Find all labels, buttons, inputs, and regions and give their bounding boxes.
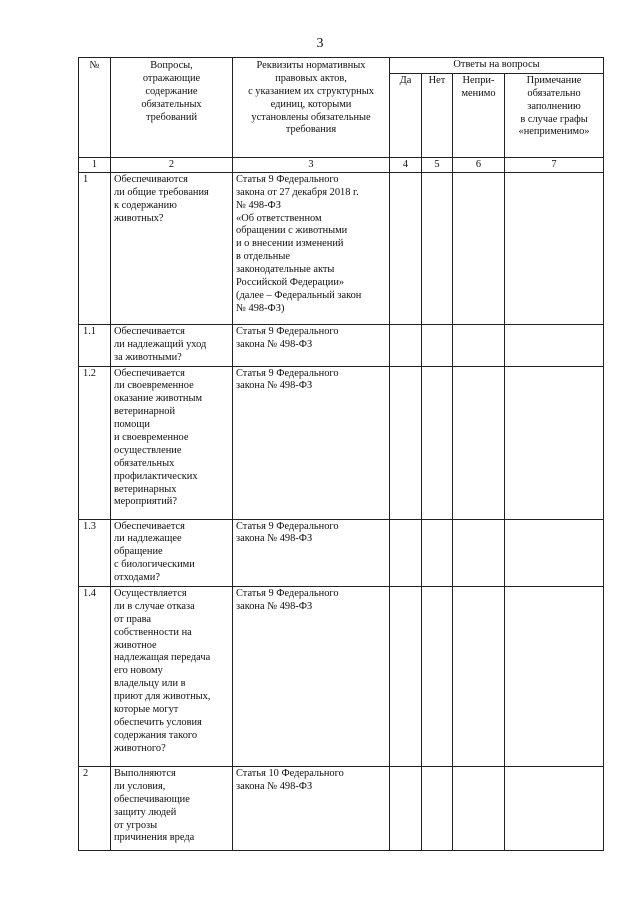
answer-yes-cell[interactable]	[390, 172, 422, 324]
answer-yes-cell[interactable]	[390, 766, 422, 850]
header-yes: Да	[390, 73, 422, 157]
answer-yes-cell[interactable]	[390, 324, 422, 366]
row-requisite: Статья 10 Федерального закона № 498-ФЗ	[233, 766, 390, 850]
row-requisite: Статья 9 Федерального закона от 27 декабря 2018 г. № 498-ФЗ «Об ответственном обращении с животными и о внесении изменений в отдельные законодательные акты Российской Федерации» (далее – Федеральный закон № 498-ФЗ)	[233, 172, 390, 324]
column-number: 4	[390, 157, 422, 172]
row-question: Выполняются ли условия, обеспечивающие защиту людей от угрозы причинения вреда	[111, 766, 233, 850]
header-note: Примечание обязательно заполнению в случае графы «неприменимо»	[505, 73, 604, 157]
row-requisite: Статья 9 Федерального закона № 498-ФЗ	[233, 586, 390, 766]
page-number: 3	[316, 36, 324, 51]
column-number: 2	[111, 157, 233, 172]
column-number: 7	[505, 157, 604, 172]
answer-no-cell[interactable]	[422, 586, 453, 766]
answer-yes-cell[interactable]	[390, 519, 422, 586]
answer-no-cell[interactable]	[422, 366, 453, 519]
table-row	[79, 172, 604, 324]
row-number: 2	[79, 766, 111, 850]
column-number: 6	[453, 157, 505, 172]
answer-not-applicable-cell[interactable]	[453, 172, 505, 324]
note-cell[interactable]	[505, 324, 604, 366]
row-requisite: Статья 9 Федерального закона № 498-ФЗ	[233, 324, 390, 366]
row-question: Обеспечивается ли надлежащий уход за животными?	[111, 324, 233, 366]
table-row	[79, 324, 604, 366]
answer-not-applicable-cell[interactable]	[453, 519, 505, 586]
row-number: 1	[79, 172, 111, 324]
answer-not-applicable-cell[interactable]	[453, 766, 505, 850]
checklist-table	[78, 57, 604, 851]
note-cell[interactable]	[505, 766, 604, 850]
column-number: 3	[233, 157, 390, 172]
row-question: Обеспечиваются ли общие требования к содержанию животных?	[111, 172, 233, 324]
header-questions: Вопросы, отражающие содержание обязательных требований	[111, 58, 233, 158]
table-row	[79, 766, 604, 850]
row-number: 1.3	[79, 519, 111, 586]
column-number: 1	[79, 157, 111, 172]
answer-yes-cell[interactable]	[390, 366, 422, 519]
row-question: Обеспечивается ли своевременное оказание животным ветеринарной помощи и своевременное осуществление обязательных профилактических ветеринарных мероприятий?	[111, 366, 233, 519]
answer-not-applicable-cell[interactable]	[453, 586, 505, 766]
column-number: 5	[422, 157, 453, 172]
row-question: Осуществляется ли в случае отказа от права собственности на животное надлежащая передача его новому владельцу или в приют для животных, которые могут обеспечить условия содержания такого животного?	[111, 586, 233, 766]
answer-no-cell[interactable]	[422, 766, 453, 850]
answer-no-cell[interactable]	[422, 324, 453, 366]
answer-no-cell[interactable]	[422, 172, 453, 324]
row-number: 1.1	[79, 324, 111, 366]
table-row	[79, 366, 604, 519]
row-number: 1.4	[79, 586, 111, 766]
header-number: №	[79, 58, 111, 158]
answer-no-cell[interactable]	[422, 519, 453, 586]
column-numbers-row	[79, 157, 604, 172]
answer-not-applicable-cell[interactable]	[453, 366, 505, 519]
row-requisite: Статья 9 Федерального закона № 498-ФЗ	[233, 519, 390, 586]
table-row	[79, 586, 604, 766]
table-row	[79, 519, 604, 586]
answer-yes-cell[interactable]	[390, 586, 422, 766]
row-requisite: Статья 9 Федерального закона № 498-ФЗ	[233, 366, 390, 519]
note-cell[interactable]	[505, 366, 604, 519]
header-answers: Ответы на вопросы	[390, 58, 604, 74]
header-no: Нет	[422, 73, 453, 157]
row-number: 1.2	[79, 366, 111, 519]
note-cell[interactable]	[505, 586, 604, 766]
header-not-applicable: Непри- менимо	[453, 73, 505, 157]
note-cell[interactable]	[505, 172, 604, 324]
note-cell[interactable]	[505, 519, 604, 586]
header-requisites: Реквизиты нормативных правовых актов, с указанием их структурных единиц, которыми установлены обязательные требования	[233, 58, 390, 158]
row-question: Обеспечивается ли надлежащее обращение с биологическими отходами?	[111, 519, 233, 586]
answer-not-applicable-cell[interactable]	[453, 324, 505, 366]
